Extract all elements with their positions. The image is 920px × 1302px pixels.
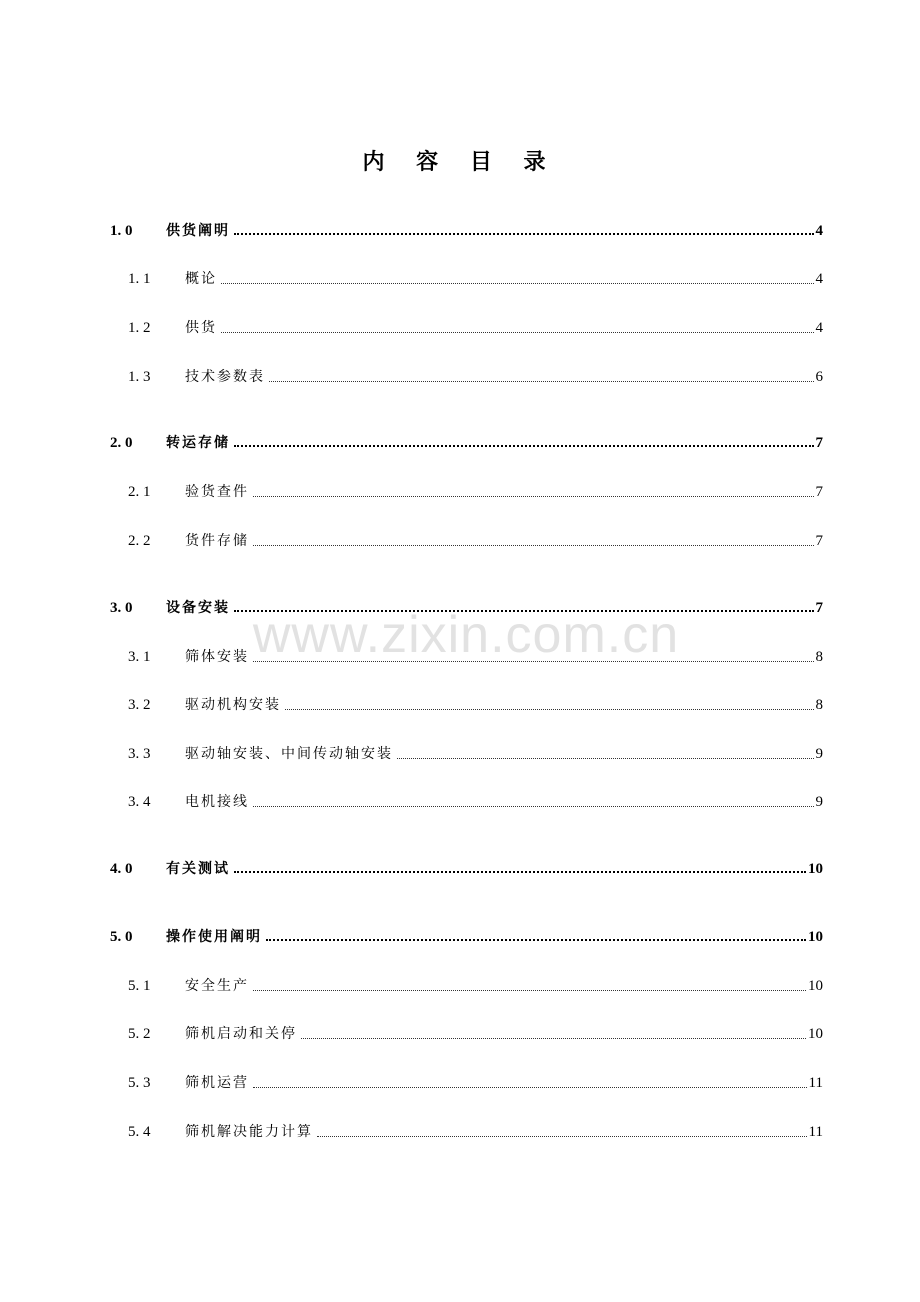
toc-page-number: 10 (808, 929, 823, 945)
toc-section-row[interactable] (128, 791, 823, 813)
toc-section-row[interactable] (128, 646, 823, 668)
toc-entry-number: 4. 0 (110, 861, 133, 877)
toc-dot-leader (285, 709, 814, 710)
toc-page-number: 4 (815, 320, 823, 336)
toc-entry-label: 操作使用阐明 (166, 929, 262, 945)
toc-entry-number: 1. 0 (110, 223, 133, 239)
toc-entry-number: 5. 2 (128, 1026, 151, 1042)
toc-section-row[interactable] (128, 743, 823, 765)
toc-entry-number: 5. 1 (128, 978, 151, 994)
toc-entry-number: 2. 0 (110, 435, 133, 451)
toc-entry-label: 驱动轴安装、中间传动轴安装 (185, 746, 393, 762)
toc-entry-number: 3. 0 (110, 600, 133, 616)
watermark: www.zixin.com.cn (252, 606, 680, 664)
toc-section-row[interactable] (128, 268, 823, 290)
toc-chapter-row[interactable] (110, 220, 823, 242)
toc-entry-label: 供货 (185, 320, 217, 336)
toc-entry-number: 2. 1 (128, 484, 151, 500)
toc-entry-number: 5. 0 (110, 929, 133, 945)
toc-dot-leader (266, 939, 806, 941)
toc-page-number: 6 (815, 369, 823, 385)
toc-section-row[interactable] (128, 530, 823, 552)
toc-entry-number: 3. 4 (128, 794, 151, 810)
toc-dot-leader (253, 496, 814, 497)
toc-entry-label: 货件存储 (185, 533, 249, 549)
toc-entry-label: 筛体安装 (185, 649, 249, 665)
toc-dot-leader (253, 1087, 807, 1088)
toc-page-number: 8 (815, 697, 823, 713)
toc-entry-number: 3. 1 (128, 649, 151, 665)
toc-section-row[interactable] (128, 1121, 823, 1143)
toc-dot-leader (234, 610, 814, 612)
toc-dot-leader (397, 758, 814, 759)
toc-entry-label: 有关测试 (166, 861, 230, 877)
toc-entry-number: 3. 3 (128, 746, 151, 762)
toc-entry-label: 电机接线 (185, 794, 249, 810)
toc-section-row[interactable] (128, 975, 823, 997)
toc-page-number: 9 (815, 746, 823, 762)
toc-dot-leader (221, 283, 814, 284)
toc-dot-leader (253, 661, 814, 662)
toc-entry-number: 3. 2 (128, 697, 151, 713)
toc-page-number: 7 (815, 600, 823, 616)
toc-dot-leader (301, 1038, 806, 1039)
toc-page-number: 10 (808, 861, 823, 877)
toc-entry-label: 筛机运营 (185, 1075, 249, 1091)
toc-section-row[interactable] (128, 694, 823, 716)
toc-chapter-row[interactable] (110, 858, 823, 880)
toc-entry-label: 转运存储 (166, 435, 230, 451)
toc-page-number: 11 (808, 1075, 823, 1091)
toc-dot-leader (253, 806, 814, 807)
toc-dot-leader (234, 233, 814, 235)
toc-section-row[interactable] (128, 481, 823, 503)
toc-entry-number: 5. 4 (128, 1124, 151, 1140)
toc-entry-number: 1. 2 (128, 320, 151, 336)
toc-entry-label: 驱动机构安装 (185, 697, 281, 713)
toc-page-number: 11 (808, 1124, 823, 1140)
toc-dot-leader (234, 445, 814, 447)
page-title: 内 容 目 录 (362, 150, 558, 175)
toc-entry-number: 1. 1 (128, 271, 151, 287)
toc-entry-number: 2. 2 (128, 533, 151, 549)
toc-page-number: 4 (815, 271, 823, 287)
toc-page-number: 7 (815, 435, 823, 451)
toc-page-number: 9 (815, 794, 823, 810)
toc-dot-leader (253, 990, 806, 991)
toc-entry-label: 概论 (185, 271, 217, 287)
toc-dot-leader (234, 871, 806, 873)
toc-page-number: 7 (815, 484, 823, 500)
toc-page-number: 8 (815, 649, 823, 665)
toc-chapter-row[interactable] (110, 597, 823, 619)
toc-entry-number: 1. 3 (128, 369, 151, 385)
toc-entry-label: 设备安装 (166, 600, 230, 616)
toc-chapter-row[interactable] (110, 926, 823, 948)
toc-entry-number: 5. 3 (128, 1075, 151, 1091)
toc-entry-label: 供货阐明 (166, 223, 230, 239)
toc-page-number: 4 (815, 223, 823, 239)
toc-chapter-row[interactable] (110, 432, 823, 454)
toc-entry-label: 筛机启动和关停 (185, 1026, 297, 1042)
toc-entry-label: 技术参数表 (185, 369, 265, 385)
toc-page-number: 10 (808, 1026, 823, 1042)
toc-dot-leader (269, 381, 814, 382)
toc-section-row[interactable] (128, 1072, 823, 1094)
toc-entry-label: 安全生产 (185, 978, 249, 994)
toc-dot-leader (253, 545, 814, 546)
toc-section-row[interactable] (128, 366, 823, 388)
toc-page-number: 10 (808, 978, 823, 994)
toc-section-row[interactable] (128, 317, 823, 339)
toc-page-number: 7 (815, 533, 823, 549)
toc-dot-leader (221, 332, 814, 333)
toc-entry-label: 验货查件 (185, 484, 249, 500)
toc-entry-label: 筛机解决能力计算 (185, 1124, 313, 1140)
toc-section-row[interactable] (128, 1023, 823, 1045)
toc-dot-leader (317, 1136, 807, 1137)
